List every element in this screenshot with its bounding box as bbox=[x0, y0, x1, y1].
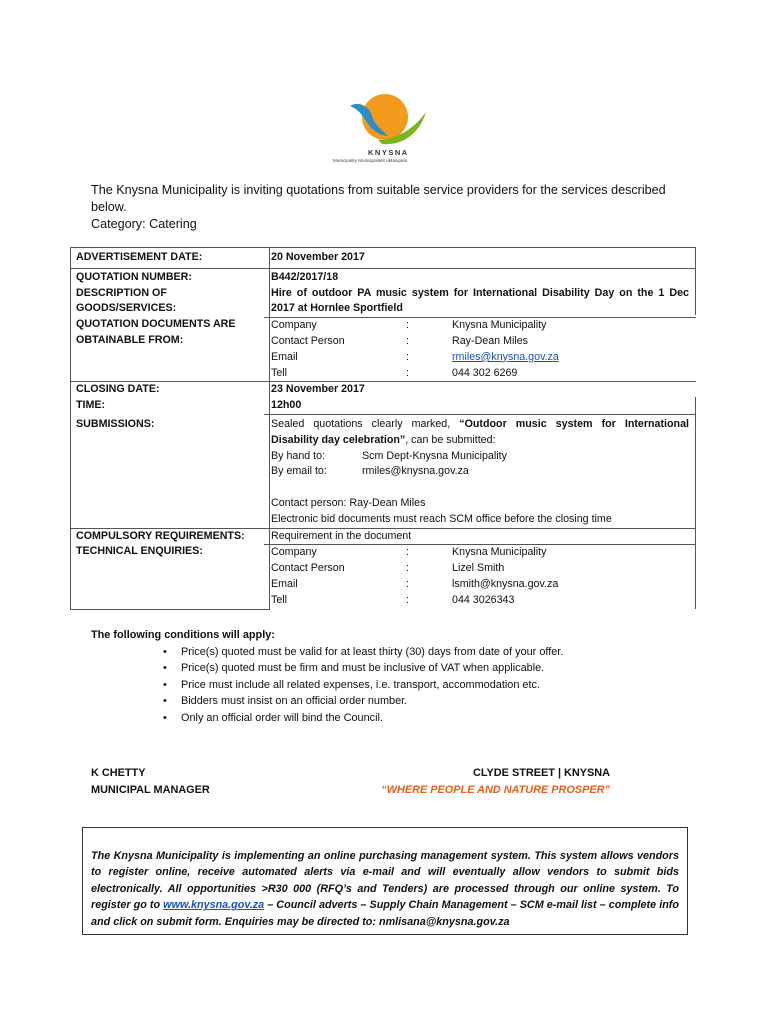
tech-contact-person bbox=[271, 561, 689, 577]
list-item: • Price must include all related expenses, i.e. transport, accommodation etc. bbox=[181, 677, 691, 694]
tech-company-colon: : bbox=[406, 546, 409, 559]
docs-contact-person bbox=[271, 334, 689, 350]
documents-label-1: QUOTATION DOCUMENTS ARE bbox=[76, 318, 236, 331]
time-label: TIME: bbox=[76, 399, 106, 412]
documents-contacts bbox=[264, 317, 696, 381]
list-item: • Only an official order will bind the Council. bbox=[181, 710, 691, 727]
documents-label bbox=[70, 317, 264, 381]
row-documents bbox=[70, 317, 696, 381]
row-closing bbox=[70, 381, 696, 398]
list-item: • Price(s) quoted must be firm and must be inclusive of VAT when applicable. bbox=[181, 660, 691, 677]
docs-email-link[interactable]: rmiles@knysna.gov.za bbox=[452, 350, 559, 363]
knysna-logo bbox=[330, 92, 440, 172]
tech-tell-value: 044 3026343 bbox=[452, 593, 515, 606]
address: CLYDE STREET | KNYSNA bbox=[473, 767, 610, 779]
docs-tell-key: Tell bbox=[271, 366, 288, 379]
description-label-1: DESCRIPTION OF bbox=[76, 286, 167, 299]
docs-tell-colon: : bbox=[406, 366, 409, 379]
tech-email-colon: : bbox=[406, 577, 409, 590]
by-email-value: rmiles@knysna.gov.za bbox=[362, 465, 469, 478]
logo-tagline: Municipality Munisipaliteit uMasipala bbox=[333, 158, 408, 163]
compulsory-value: Requirement in the document bbox=[271, 529, 412, 542]
docs-contact-value: Ray-Dean Miles bbox=[452, 334, 529, 347]
intro bbox=[91, 182, 691, 233]
list-item: • Bidders must insist on an official order number. bbox=[181, 693, 691, 710]
logo-name: KNYSNA bbox=[368, 148, 409, 157]
advert-value: 20 November 2017 bbox=[271, 251, 365, 263]
tech-company-value: Knysna Municipality bbox=[452, 546, 547, 559]
by-email bbox=[271, 464, 689, 480]
signatory-name: K CHETTY bbox=[91, 767, 146, 779]
tech-company bbox=[271, 545, 689, 561]
row-description bbox=[70, 286, 696, 318]
conditions bbox=[91, 627, 691, 727]
docs-contact-colon: : bbox=[406, 334, 409, 347]
docs-tell bbox=[271, 366, 689, 382]
spacer bbox=[271, 480, 689, 496]
conditions-heading: The following conditions will apply: bbox=[91, 629, 275, 641]
intro-category: Category: Catering bbox=[91, 217, 197, 231]
description-label-2: GOODS/SERVICES: bbox=[76, 302, 177, 315]
row-advert bbox=[70, 247, 696, 268]
conditions-list bbox=[91, 644, 691, 727]
row-time bbox=[70, 398, 696, 414]
knysna-logo-icon bbox=[330, 92, 440, 152]
tech-contact-value: Lizel Smith bbox=[452, 562, 505, 575]
docs-contact-key: Contact Person bbox=[271, 334, 345, 347]
by-hand bbox=[271, 449, 689, 465]
tech-email-key: Email bbox=[271, 577, 298, 590]
by-hand-label: By hand to: bbox=[271, 449, 326, 462]
row-submissions bbox=[70, 414, 696, 528]
slogan: “WHERE PEOPLE AND NATURE PROSPER” bbox=[381, 783, 610, 796]
tech-email bbox=[271, 577, 689, 593]
online-system-notice bbox=[82, 827, 688, 935]
submissions-label: SUBMISSIONS: bbox=[76, 417, 155, 430]
compulsory-label: COMPULSORY REQUIREMENTS: bbox=[76, 529, 245, 542]
tech-tell bbox=[271, 593, 689, 609]
tech-email-value: lsmith@knysna.gov.za bbox=[452, 577, 559, 590]
knysna-website-link[interactable]: www.knysna.gov.za bbox=[163, 899, 265, 912]
address-block bbox=[381, 765, 610, 798]
signature-block bbox=[91, 765, 210, 798]
list-item: • Price(s) quoted must be valid for at least thirty (30) days from date of your offer. bbox=[181, 644, 691, 661]
documents-label-2: OBTAINABLE FROM: bbox=[76, 333, 184, 346]
technical-contacts bbox=[264, 544, 696, 608]
closing-value: 23 November 2017 bbox=[271, 383, 365, 396]
tech-company-key: Company bbox=[271, 546, 317, 559]
notice-part2: – Council adverts – Supply Chain Management – SCM e-mail list – complete info and click on submit form. Enquiries may be directed to: nmlisana@knysna.gov.za bbox=[91, 899, 679, 928]
tech-contact-colon: : bbox=[406, 562, 409, 575]
table-bottom-edge bbox=[70, 609, 270, 610]
submissions-text bbox=[271, 417, 689, 449]
technical-label: TECHNICAL ENQUIRIES: bbox=[76, 545, 203, 558]
advert-label: ADVERTISEMENT DATE: bbox=[76, 251, 203, 263]
notice-part1: The Knysna Municipality is implementing an online purchasing management system. This system allows vendors to register online, receive automated alerts via e-mail and will eventually allow vendors to submit bids electronically. All opportunities >R30 000 (RFQ’s and Tenders) are processed through our online system. To register go to bbox=[91, 850, 679, 912]
docs-email-key: Email bbox=[271, 350, 298, 363]
docs-email bbox=[271, 350, 689, 366]
docs-email-colon: : bbox=[406, 350, 409, 363]
electronic-line: Electronic bid documents must reach SCM office before the closing time bbox=[271, 512, 612, 525]
submissions-value bbox=[264, 414, 696, 528]
tech-tell-colon: : bbox=[406, 593, 409, 606]
docs-company-colon: : bbox=[406, 319, 409, 332]
description-label bbox=[70, 286, 264, 318]
intro-text: The Knysna Municipality is inviting quotations from suitable service providers for the services described below. bbox=[91, 183, 666, 214]
row-compulsory bbox=[70, 528, 696, 545]
by-email-label: By email to: bbox=[271, 465, 327, 478]
submissions-post: , can be submitted: bbox=[405, 433, 496, 446]
time-value: 12h00 bbox=[271, 399, 302, 412]
quote-number-label: QUOTATION NUMBER: bbox=[76, 270, 192, 283]
docs-company-value: Knysna Municipality bbox=[452, 319, 547, 332]
docs-company-key: Company bbox=[271, 319, 317, 332]
tech-tell-key: Tell bbox=[271, 593, 288, 606]
description-value: Hire of outdoor PA music system for International Disability Day on the 1 Dec 2017 at Hornlee Sportfield bbox=[271, 286, 689, 315]
tech-contact-key: Contact Person bbox=[271, 562, 345, 575]
contact-person-line: Contact person: Ray-Dean Miles bbox=[271, 496, 426, 509]
by-hand-value: Scm Dept-Knysna Municipality bbox=[362, 449, 507, 462]
docs-tell-value: 044 302 6269 bbox=[452, 366, 518, 379]
quotation-table bbox=[70, 247, 696, 609]
docs-company bbox=[271, 318, 689, 334]
submissions-bold: “Outdoor music system for International Disability day celebration” bbox=[271, 417, 689, 446]
submissions-pre: Sealed quotations clearly marked, bbox=[271, 417, 460, 430]
row-technical bbox=[70, 544, 696, 608]
closing-label: CLOSING DATE: bbox=[76, 383, 160, 396]
quote-number-value: B442/2017/18 bbox=[271, 270, 339, 283]
signatory-title: MUNICIPAL MANAGER bbox=[91, 783, 210, 796]
row-quote-number bbox=[70, 268, 696, 286]
